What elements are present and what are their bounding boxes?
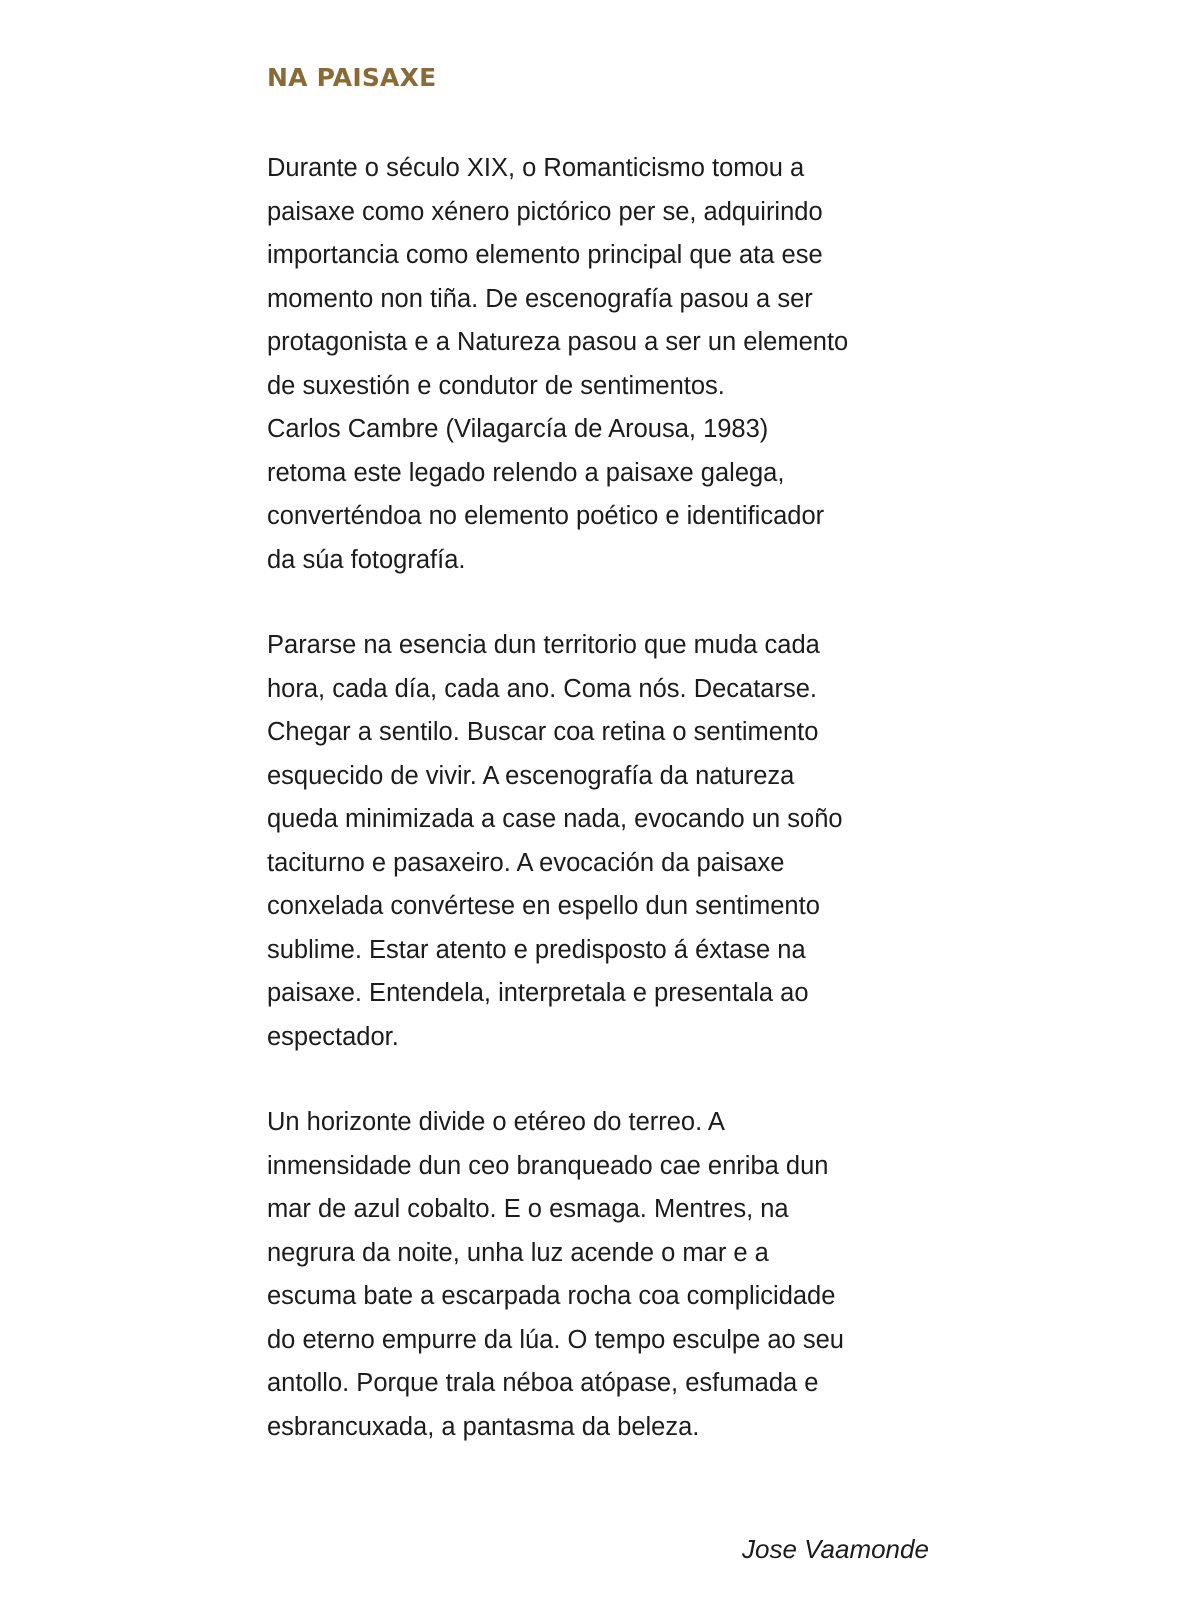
text-line: negrura da noite, unha luz acende o mar e a — [267, 1238, 769, 1267]
text-line: escuma bate a escarpada rocha coa complicidade — [267, 1282, 836, 1310]
text-line: converténdoa no elemento poético e identificador — [267, 502, 825, 530]
author-signature: Jose Vaamonde — [742, 1534, 929, 1564]
text-line: momento non tiña. De escenografía pasou a ser — [267, 284, 813, 313]
text-line: importancia como elemento principal que ata ese — [267, 241, 823, 269]
text-line: hora, cada día, cada ano. Coma nós. Decatarse. — [267, 674, 817, 703]
text-line: taciturno e pasaxeiro. A evocación da paisaxe — [267, 848, 785, 877]
text-line: mar de azul cobalto. E o esmaga. Mentres, na — [267, 1195, 789, 1223]
text-line: antollo. Porque trala néboa atópase, esfumada e — [267, 1369, 819, 1397]
text-line: sublime. Estar atento e predisposto á éxtase na — [267, 935, 806, 964]
text-line: paisaxe como xénero pictórico per se, adquirindo — [267, 197, 823, 226]
paragraph-3 — [267, 1101, 927, 1449]
text-line: queda minimizada a case nada, evocando un soño — [267, 805, 843, 833]
text-line: espectador. — [267, 1022, 399, 1051]
text-line: da súa fotografía. — [267, 545, 466, 574]
text-line: inmensidade dun ceo branqueado cae enriba dun — [267, 1151, 829, 1180]
text-line: Pararse na esencia dun territorio que muda cada — [267, 631, 820, 659]
text-line: esquecido de vivir. A escenografía da natureza — [267, 761, 795, 790]
text-line: protagonista e a Natureza pasou a ser un elemento — [267, 328, 849, 356]
text-line: conxelada convértese en espello dun sentimento — [267, 892, 820, 920]
paragraph-2 — [267, 624, 927, 1059]
text-line: Carlos Cambre (Vilagarcía de Arousa, 1983) — [267, 415, 769, 443]
text-line: esbrancuxada, a pantasma da beleza. — [267, 1412, 700, 1441]
page-title: NA PAISAXE — [267, 63, 437, 92]
text-line: Durante o século XIX, o Romanticismo tomou a — [267, 154, 805, 182]
text-line: do eterno empurre da lúa. O tempo esculpe ao seu — [267, 1325, 844, 1354]
paragraph-1 — [267, 147, 927, 582]
text-line: de suxestión e condutor de sentimentos. — [267, 371, 725, 400]
text-line: retoma este legado relendo a paisaxe galega, — [267, 458, 785, 487]
text-line: paisaxe. Entendela, interpretala e presentala ao — [267, 979, 809, 1007]
text-line: Un horizonte divide o etéreo do terreo. A — [267, 1108, 725, 1136]
text-line: Chegar a sentilo. Buscar coa retina o sentimento — [267, 718, 819, 746]
